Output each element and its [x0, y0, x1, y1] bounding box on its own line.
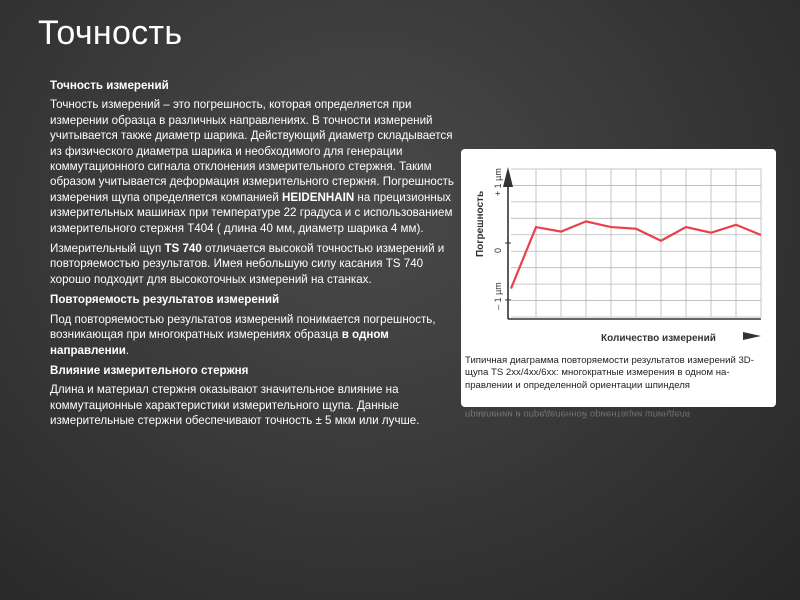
accuracy-heading: Точность измерений: [50, 79, 169, 92]
x-axis-arrow-icon: [743, 332, 761, 340]
slide-title: Точность: [38, 14, 183, 52]
accuracy-p2-text-b: отличается высокой точностью измерений и повторяемостью результатов. Имея небольшую силу касания TS 740 хорошо подходит для высокоточных измерений на станках.: [50, 242, 445, 286]
repeat-text-a: Под повторяемостью результатов измерений понимается погрешность, возникающая при многократных измерениях образца: [50, 312, 436, 342]
repeatability-chart: [461, 149, 776, 355]
y-axis-label: Погрешность: [475, 190, 486, 257]
chart-caption: Типичная диаграмма повторяемости результатов измерений 3D-щупа TS 2xx/4xx/6xx: многократные измерения в одном на-правлении и определенной ориентации шпинделя: [465, 355, 754, 391]
brand-name: HEIDENHAIN: [282, 190, 355, 204]
y-tick-label: – 1 µm: [493, 282, 503, 310]
stylus-heading: Влияние измерительного стержня: [50, 363, 249, 377]
accuracy-paragraph-2: [50, 241, 458, 287]
repeat-bold-text: в одном направлении: [50, 328, 389, 357]
accuracy-p1-text-b: на прецизионных измерительных машинах при температуре 22 градуса и с использованием измерительного стержня T404 ( длина 40 мм, диаметр шарика 4 мм).: [50, 190, 453, 235]
accuracy-p2-text-a: Измерительный щуп: [50, 242, 165, 256]
y-axis-arrow-icon: [503, 167, 513, 187]
accuracy-p1-text-a: Точность измерений – это погрешность, которая определяется при измерении образца в различных направлениях. В точности измерений учитывается также диаметр шарика. Действующий диаметр складывается из физического диаметра шарика и необходимого для генерации коммутационного сигнала отклонения измерительного стержня. Таким образом учитывается деформация измерительного стержня. Погрешность измерения щупа определяется компанией: [50, 98, 454, 204]
repeatability-paragraph: [50, 312, 458, 358]
reflection-caption: правлении и определенной ориентации шпинделя: [465, 408, 690, 420]
repeatability-heading: Повторяемость результатов измерений: [50, 293, 280, 307]
text-block: [50, 78, 458, 434]
figure-reflection: [461, 407, 776, 447]
model-name: TS 740: [164, 242, 202, 256]
accuracy-paragraph-1: [50, 97, 458, 236]
repeat-text-b: .: [125, 343, 130, 357]
chart-figure: [461, 149, 776, 407]
stylus-paragraph: Длина и материал стержня оказывают значительное влияние на коммутационные характеристики измерительного щупа. Данные измерительные стержни обеспечивают точность ± 5 мкм или лучше.: [50, 383, 420, 428]
y-tick-label: + 1 µm: [493, 168, 503, 197]
x-axis-label: Количество измерений: [601, 333, 716, 344]
y-tick-label: 0: [493, 247, 503, 253]
chart-grid: [511, 169, 761, 317]
